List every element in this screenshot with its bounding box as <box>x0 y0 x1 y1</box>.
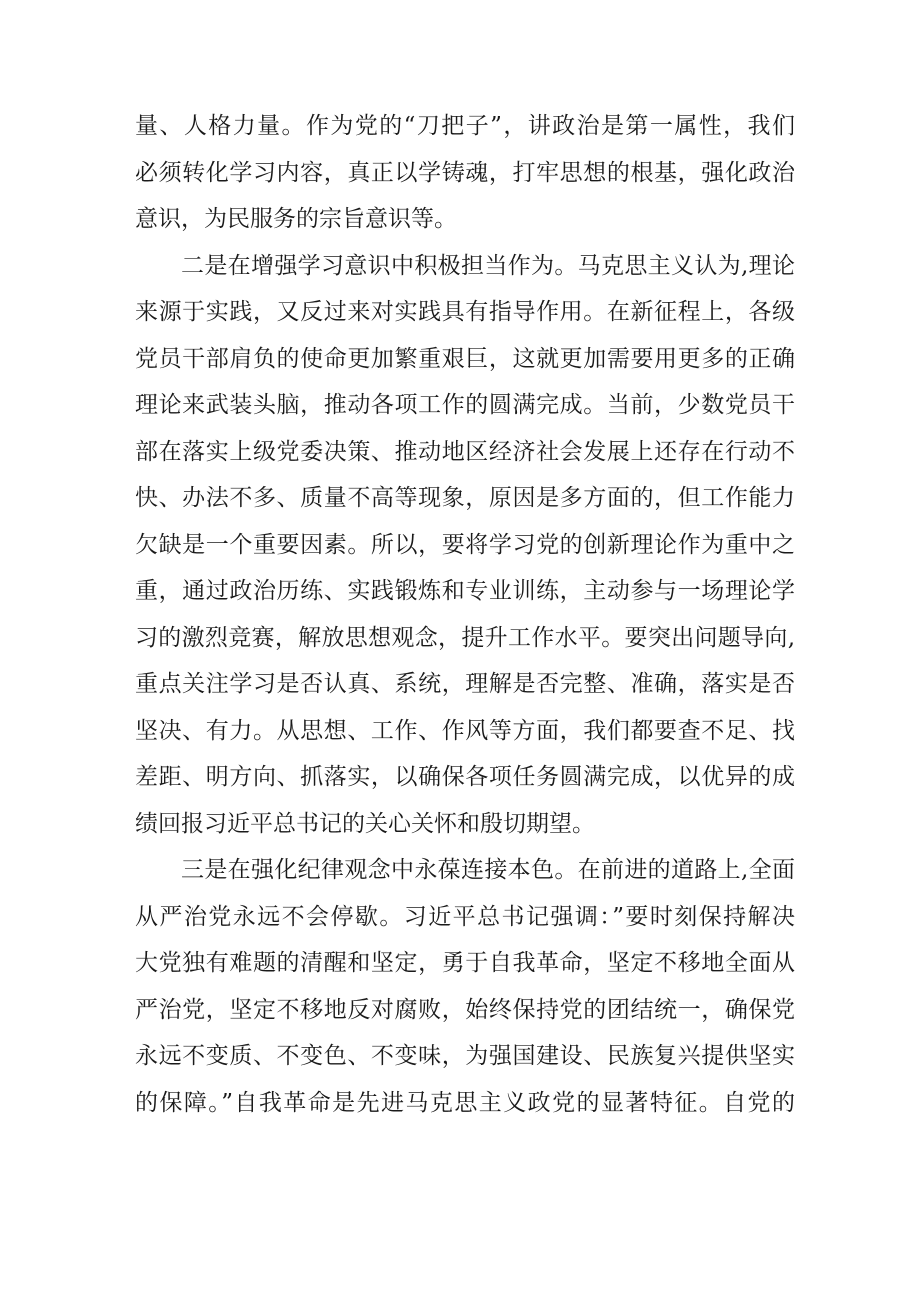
paragraph-2-line-7: 欠缺是一个重要因素。所以，要将学习党的创新理论作为重中之 <box>135 531 795 558</box>
paragraph-2-line-12: 差距、明方向、抓落实，以确保各项任务圆满完成，以优异的成 <box>135 764 795 790</box>
paragraph-3-line-4: 严治党，坚定不移地反对腐败，始终保持党的团结统一，确保党 <box>135 996 795 1023</box>
paragraph-3-line-3: 大党独有难题的清醒和坚定，勇于自我革命，坚定不移地全面从 <box>135 950 795 976</box>
paragraph-1-line-1: 量、人格力量。作为党的“刀把子”，讲政治是第一属性，我们 <box>135 113 795 139</box>
paragraph-2-line-8: 重，通过政治历练、实践锻炼和专业训练，主动参与一场理论学 <box>135 578 795 604</box>
paragraph-2-line-1: 二是在增强学习意识中积极担当作为。马克思主义认为,理论 <box>181 252 795 279</box>
paragraph-1-line-2: 必须转化学习内容，真正以学铸魂，打牢思想的根基，强化政治 <box>135 159 795 186</box>
paragraph-2-line-6: 快、办法不多、质量不高等现象，原因是多方面的，但工作能力 <box>135 485 795 511</box>
paragraph-2-line-10: 重点关注学习是否认真、系统，理解是否完整、准确，落实是否 <box>135 671 795 697</box>
paragraph-2-line-13: 绩回报习近平总书记的关心关怀和殷切期望。 <box>135 810 595 837</box>
paragraph-2-line-11: 坚决、有力。从思想、工作、作风等方面，我们都要查不足、找 <box>135 717 795 744</box>
paragraph-2-line-4: 理论来武装头脑，推动各项工作的圆满完成。当前，少数党员干 <box>135 392 795 418</box>
paragraph-3-line-2: 从严治党永远不会停歇。习近平总书记强调：”要时刻保持解决 <box>135 903 795 930</box>
body-text <box>135 103 795 1126</box>
paragraph-3-line-1: 三是在强化纪律观念中永葆连接本色。在前进的道路上,全面 <box>181 857 795 883</box>
paragraph-1-line-3: 意识，为民服务的宗旨意识等。 <box>135 206 457 232</box>
paragraph-2-line-3: 党员干部肩负的使命更加繁重艰巨，这就更加需要用更多的正确 <box>135 345 795 372</box>
paragraph-2-line-9: 习的激烈竞赛，解放思想观念，提升工作水平。要突出问题导向, <box>135 624 795 651</box>
paragraph-3-line-5: 永远不变质、不变色、不变味，为强国建设、民族复兴提供坚实 <box>135 1043 795 1069</box>
paragraph-2-line-2: 来源于实践，又反过来对实践具有指导作用。在新征程上，各级 <box>135 299 795 325</box>
paragraph-3-line-6: 的保障。”自我革命是先进马克思主义政党的显著特征。自党的 <box>135 1089 795 1116</box>
paragraph-2-line-5: 部在落实上级党委决策、推动地区经济社会发展上还存在行动不 <box>135 438 795 465</box>
